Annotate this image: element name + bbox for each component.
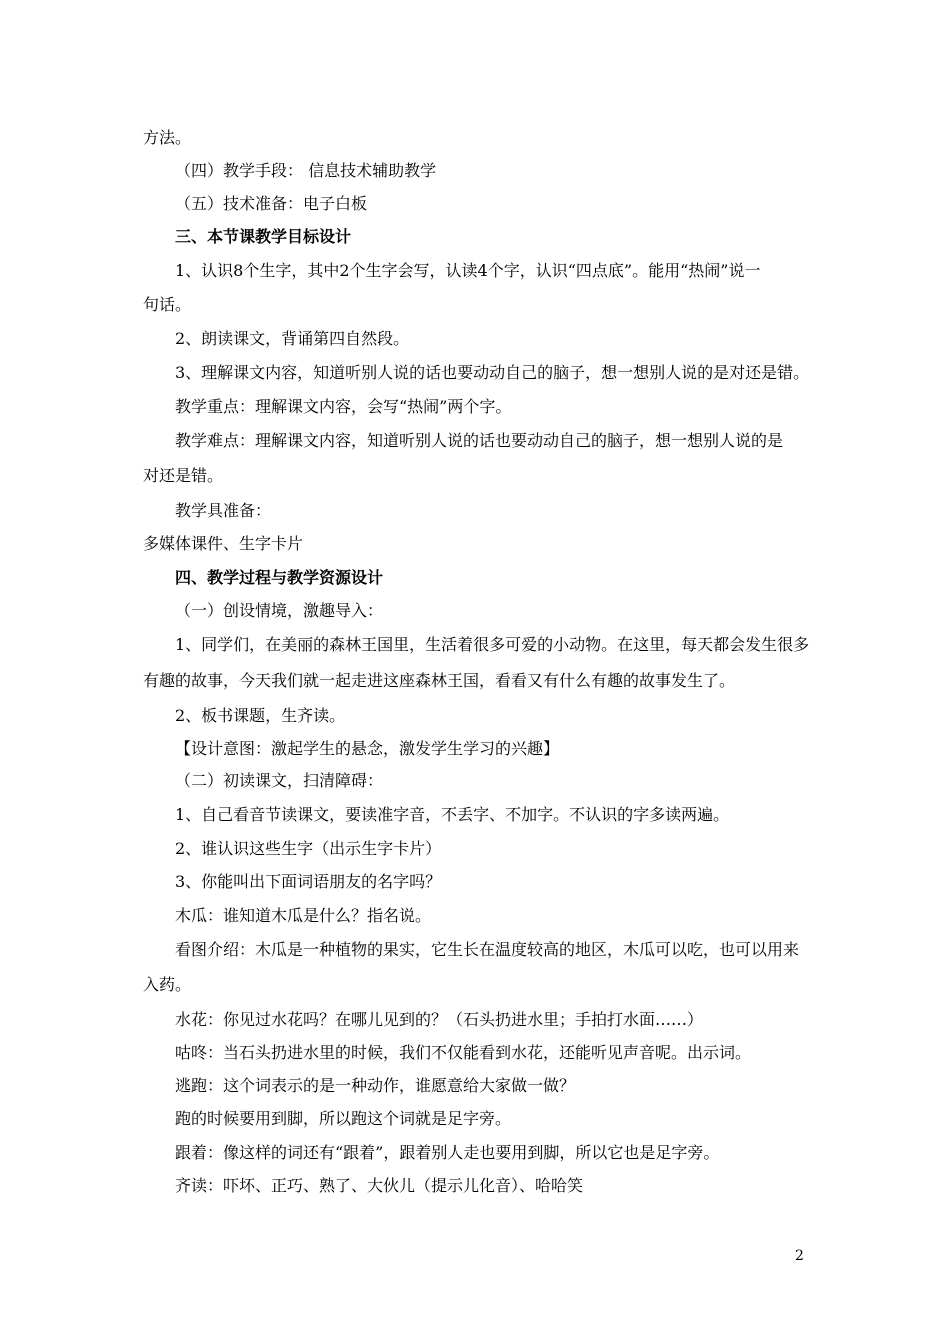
paragraph-line: 对还是错。 bbox=[143, 466, 224, 485]
paragraph-line: 入药。 bbox=[143, 975, 192, 994]
paragraph-line: 咕咚：当石头扔进水里的时候，我们不仅能看到水花，还能听见声音呢。出示词。 bbox=[175, 1043, 752, 1062]
paragraph-line: 齐读：吓坏、正巧、熟了、大伙儿（提示儿化音）、哈哈笑 bbox=[175, 1176, 584, 1195]
section-heading: 三、本节课教学目标设计 bbox=[175, 227, 352, 246]
paragraph-line: 3、理解课文内容，知道听别人说的话也要动动自己的脑子，想一想别人说的是对还是错。 bbox=[175, 363, 810, 382]
paragraph-line: 教学具准备： bbox=[175, 501, 272, 520]
paragraph-line: 2、谁认识这些生字（出示生字卡片） bbox=[175, 839, 442, 858]
paragraph-line: 1、自己看音节读课文，要读准字音，不丢字、不加字。不认识的字多读两遍。 bbox=[175, 805, 730, 824]
paragraph-line: 1、同学们，在美丽的森林王国里，生活着很多可爱的小动物。在这里，每天都会发生很多 bbox=[175, 635, 810, 654]
paragraph-line: 有趣的故事，今天我们就一起走进这座森林王国，看看又有什么有趣的故事发生了。 bbox=[143, 671, 736, 690]
paragraph-line: （四）教学手段： 信息技术辅助教学 bbox=[175, 161, 437, 180]
paragraph-line: 跑的时候要用到脚，所以跑这个词就是足字旁。 bbox=[175, 1109, 512, 1128]
paragraph-line: 2、朗读课文，背诵第四自然段。 bbox=[175, 329, 410, 348]
paragraph-line: 句话。 bbox=[143, 295, 192, 314]
paragraph-line: 多媒体课件、生字卡片 bbox=[143, 534, 304, 553]
paragraph-line: 水花：你见过水花吗？在哪儿见到的？（石头扔进水里；手拍打水面……） bbox=[175, 1010, 704, 1029]
paragraph-line: 2、板书课题，生齐读。 bbox=[175, 706, 346, 725]
paragraph-line: 教学难点：理解课文内容，知道听别人说的话也要动动自己的脑子，想一想别人说的是 bbox=[175, 431, 784, 450]
paragraph-line: 方法。 bbox=[143, 128, 192, 147]
paragraph-line: 木瓜：谁知道木瓜是什么？指名说。 bbox=[175, 906, 432, 925]
paragraph-line: 教学重点：理解课文内容，会写“热闹”两个字。 bbox=[175, 397, 512, 416]
paragraph-line: （二）初读课文，扫清障碍： bbox=[175, 771, 384, 790]
page-number: 2 bbox=[795, 1248, 804, 1264]
paragraph-line: 【设计意图：激起学生的悬念，激发学生学习的兴趣】 bbox=[175, 739, 560, 758]
paragraph-line: 1、认识8个生字，其中2个生字会写，认读4个字，认识“四点底”。能用“热闹”说一 bbox=[175, 261, 761, 280]
paragraph-line: 跟着：像这样的词还有“跟着”，跟着别人走也要用到脚，所以它也是足字旁。 bbox=[175, 1143, 720, 1162]
paragraph-line: 3、你能叫出下面词语朋友的名字吗？ bbox=[175, 872, 442, 891]
paragraph-line: （五）技术准备：电子白板 bbox=[175, 194, 368, 213]
paragraph-line: （一）创设情境，激趣导入： bbox=[175, 601, 384, 620]
paragraph-line: 看图介绍：木瓜是一种植物的果实，它生长在温度较高的地区，木瓜可以吃，也可以用来 bbox=[175, 940, 800, 959]
paragraph-line: 逃跑：这个词表示的是一种动作，谁愿意给大家做一做？ bbox=[175, 1076, 576, 1095]
section-heading: 四、教学过程与教学资源设计 bbox=[175, 568, 384, 587]
